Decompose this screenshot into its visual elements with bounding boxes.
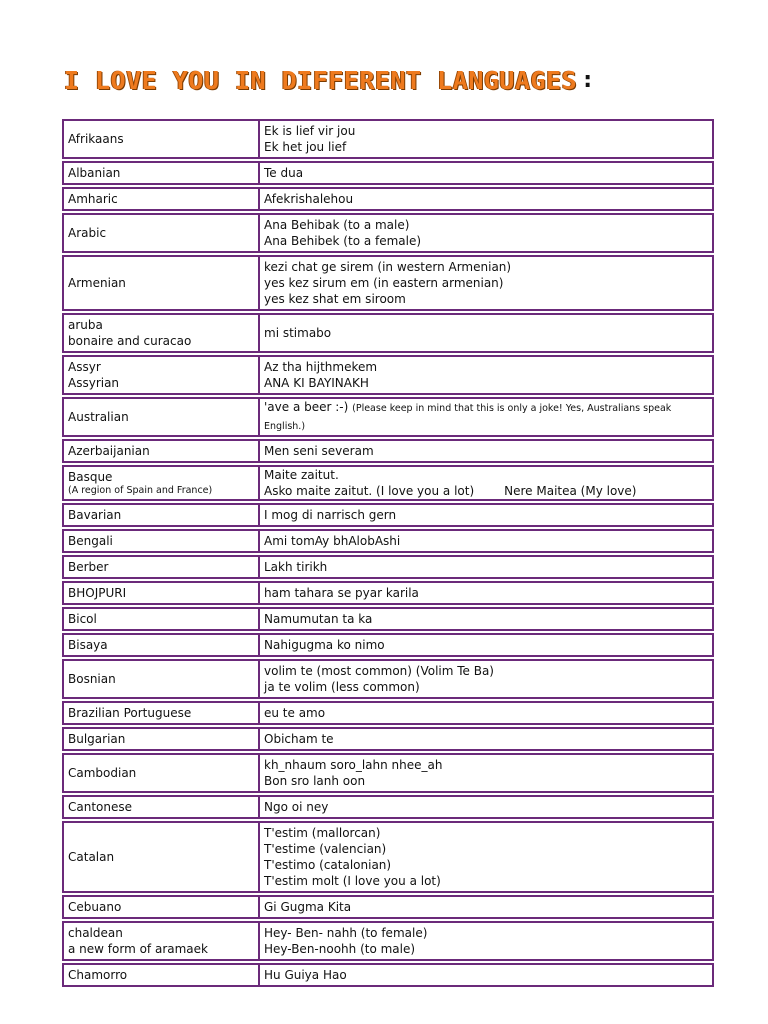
table-row [62,529,714,553]
title-block [64,66,592,95]
table-row [62,581,714,605]
phrase-cell [259,727,714,751]
table-row [62,313,714,353]
language-cell [62,161,259,185]
language-cell [62,213,259,253]
phrase-cell [259,119,714,159]
phrase-extra: Nere Maitea (My love) [504,484,637,498]
phrase-text: mi stimabo [264,326,332,340]
phrase-line [264,399,708,435]
phrase-cell [259,465,714,501]
table-row [62,503,714,527]
phrase-text: Maite zaitut. [264,468,339,482]
language-name: Armenian [68,276,126,290]
phrase-text: ham tahara se pyar karila [264,586,419,600]
language-name: Albanian [68,166,121,180]
phrase-cell [259,921,714,961]
language-name: Basque [68,470,113,484]
language-name: Cambodian [68,766,137,780]
phrase-text: Ngo oi ney [264,800,329,814]
language-name: Assyr [68,360,101,374]
phrase-text: eu te amo [264,706,326,720]
language-cell [62,119,259,159]
language-name: Assyrian [68,376,120,390]
phrase-cell [259,529,714,553]
table-row [62,633,714,657]
table-row [62,753,714,793]
phrase-cell [259,187,714,211]
phrase-text: Obicham te [264,732,334,746]
language-cell [62,701,259,725]
phrase-text: I mog di narrisch gern [264,508,397,522]
phrase-note: (Please keep in mind that this is only a joke! Yes, Australians speak English.) [264,403,672,432]
language-name: chaldean [68,926,123,940]
language-cell [62,465,259,501]
phrase-cell [259,313,714,353]
language-name: Amharic [68,192,118,206]
language-name: Cantonese [68,800,133,814]
languages-table [62,117,714,989]
phrase-cell [259,659,714,699]
language-cell [62,397,259,437]
phrase-text: Bon sro lanh oon [264,774,366,788]
table-row [62,795,714,819]
phrase-text: 'ave a beer :-) [264,400,349,414]
phrase-text: Nahigugma ko nimo [264,638,385,652]
phrase-cell [259,795,714,819]
language-name: a new form of aramaek [68,942,208,956]
language-name: Australian [68,410,129,424]
table-row [62,895,714,919]
phrase-text: Ana Behibek (to a female) [264,234,422,248]
phrase-text: Ami tomAy bhAlobAshi [264,534,401,548]
language-cell [62,795,259,819]
language-name: bonaire and curacao [68,334,192,348]
language-cell [62,581,259,605]
language-name: Bulgarian [68,732,126,746]
table-row [62,821,714,893]
phrase-text: Gi Gugma Kita [264,900,352,914]
language-cell [62,963,259,987]
phrase-text: Asko maite zaitut. (I love you a lot) [264,484,475,498]
phrase-text: Ek het jou lief [264,140,347,154]
phrase-text: T'estimo (catalonian) [264,858,392,872]
phrase-text: volim te (most common) (Volim Te Ba) [264,664,494,678]
phrase-text: yes kez sirum em (in eastern armenian) [264,276,504,290]
language-name: Berber [68,560,109,574]
language-cell [62,529,259,553]
phrase-text: Men seni severam [264,444,374,458]
phrase-text: Ana Behibak (to a male) [264,218,410,232]
table-row [62,555,714,579]
language-name: BHOJPURI [68,586,127,600]
phrase-cell [259,213,714,253]
table-row [62,659,714,699]
language-name: Arabic [68,226,107,240]
phrase-text: T'estime (valencian) [264,842,387,856]
phrase-cell [259,821,714,893]
language-cell [62,607,259,631]
language-cell [62,895,259,919]
phrase-cell [259,581,714,605]
phrase-cell [259,355,714,395]
language-cell [62,821,259,893]
page-title: I LOVE YOU IN DIFFERENT LANGUAGES [64,66,578,95]
phrase-text: T'estim molt (I love you a lot) [264,874,441,888]
language-name: aruba [68,318,103,332]
phrase-text: yes kez shat em siroom [264,292,406,306]
language-name: Brazilian Portuguese [68,706,192,720]
language-cell [62,187,259,211]
language-name: Bisaya [68,638,108,652]
title-colon: : [583,68,593,93]
phrase-text: Te dua [264,166,304,180]
language-name: Bengali [68,534,113,548]
language-cell [62,727,259,751]
languages-table-body [62,119,714,987]
language-name: Bosnian [68,672,116,686]
table-row [62,355,714,395]
phrase-text: ja te volim (less common) [264,680,420,694]
table-row [62,397,714,437]
language-cell [62,555,259,579]
language-note: (A region of Spain and France) [68,485,213,496]
language-name: Azerbaijanian [68,444,150,458]
phrase-cell [259,439,714,463]
phrase-text: T'estim (mallorcan) [264,826,381,840]
phrase-text: Lakh tirikh [264,560,328,574]
language-cell [62,633,259,657]
table-row [62,921,714,961]
phrase-cell [259,255,714,311]
table-row [62,213,714,253]
language-name: Afrikaans [68,132,124,146]
table-row [62,963,714,987]
language-cell [62,503,259,527]
table-row [62,187,714,211]
phrase-cell [259,895,714,919]
language-cell [62,439,259,463]
table-row [62,727,714,751]
phrase-text: Namumutan ta ka [264,612,373,626]
table-row [62,255,714,311]
phrase-text: ANA KI BAYINAKH [264,376,369,390]
table-row [62,439,714,463]
table-row [62,161,714,185]
language-name: Chamorro [68,968,128,982]
phrase-line [264,483,708,499]
phrase-cell [259,397,714,437]
language-name: Cebuano [68,900,122,914]
language-cell [62,355,259,395]
phrase-text: Ek is lief vir jou [264,124,356,138]
phrase-cell [259,555,714,579]
phrase-cell [259,753,714,793]
language-cell [62,255,259,311]
language-name: Bavarian [68,508,122,522]
phrase-text: Hey-Ben-noohh (to male) [264,942,416,956]
language-cell [62,659,259,699]
phrase-text: Az tha hijthmekem [264,360,378,374]
phrase-text: kh_nhaum soro_lahn nhee_ah [264,758,443,772]
language-cell [62,921,259,961]
language-name: Catalan [68,850,115,864]
phrase-text: Hey- Ben- nahh (to female) [264,926,428,940]
language-cell [62,313,259,353]
table-row [62,465,714,501]
table-row [62,607,714,631]
table-row [62,701,714,725]
phrase-cell [259,633,714,657]
phrase-cell [259,701,714,725]
phrase-cell [259,607,714,631]
phrase-cell [259,963,714,987]
phrase-cell [259,503,714,527]
table-row [62,119,714,159]
phrase-text: Afekrishalehou [264,192,354,206]
phrase-text: Hu Guiya Hao [264,968,347,982]
language-cell [62,753,259,793]
phrase-cell [259,161,714,185]
language-name: Bicol [68,612,97,626]
phrase-text: kezi chat ge sirem (in western Armenian) [264,260,512,274]
